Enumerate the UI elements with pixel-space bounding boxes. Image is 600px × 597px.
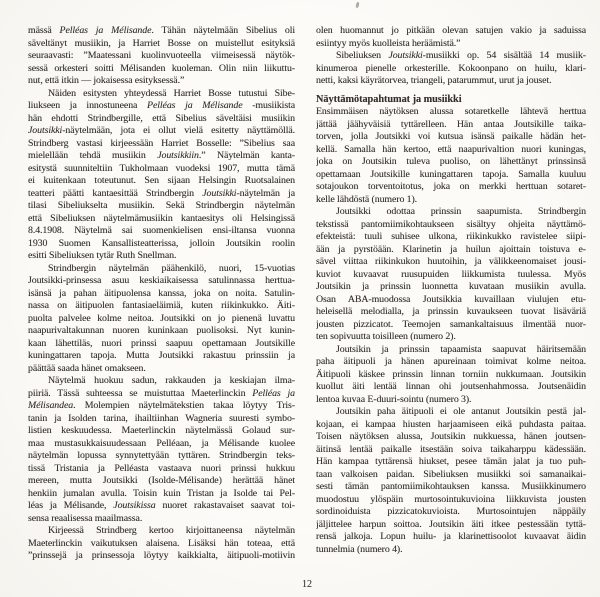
italic-text: Pelléas ja Mélisande [147, 100, 243, 111]
text-line: näytelmän lopussa synnytettyään tyttären. Strindbergin teks- [28, 450, 295, 461]
section-heading: Näyttämötapahtumat ja musiikki [316, 93, 462, 105]
text-line: joka on Joutsikin tuleva puoliso, on lähettänyt prinssinsä [316, 156, 586, 167]
text-line: tissä Tristania ja Pelléasta vastaava nuori prinssi hukkuu [28, 462, 295, 474]
text-line: esitti Sibeliuksen tytär Ruth Snellman. [28, 250, 177, 261]
text-line: sensa reaalisessa maailmassa. [28, 512, 143, 524]
italic-text: Pelléas ja Mélisande [59, 25, 152, 36]
text-line: léas ja Mélisande, Joutsikissa nuoret rakastavaiset saavat toi- [28, 500, 295, 511]
text-line: mereen, mutta Joutsikki (Isolde-Mélisande) herättää hänet [28, 475, 295, 486]
text-line: tilasi Sibeliukselta musiikin. Sekä Strindbergin näytelmän [28, 200, 295, 211]
text-line: Osan ABA-muodossa Joutsikkia kuvaillaan viulujen etu- [316, 293, 586, 305]
text-line: puolta palvelee kolme neitoa. Joutsikki on jo pienenä luvattu [28, 312, 295, 324]
text-line: nassa on äitipuolen fantasiaeläimiä, kuten riikinkukko. Äiti- [28, 300, 295, 311]
text-line: nut, että itkin — jokaisessa esityksessä.” [28, 75, 185, 86]
text-line: kuollut äiti lentää linnan ohi joutsenhahmossa. Joutsenäidin [316, 381, 586, 392]
text-line: olen huomannut jo pitkään olevan satujen vakio ja saduissa [316, 25, 586, 36]
italic-text: Joutsikki [202, 187, 237, 199]
text-line: että Sibeliuksen näytelmämusiikin kantaesitys oli Helsingissä [28, 212, 295, 224]
text-line: maa mustasukkaisuudessaan Pelléaan, ja Mélisande kuolee [28, 437, 295, 449]
text-line: sessä orkesteri soitti Mélisanden kuoleman. Olin niin liikuttu- [28, 62, 295, 74]
text-line: Hän kampaa tyttärensä hiukset, pesee tämän jalat ja tuo puh- [316, 456, 586, 467]
text-line: torven, jolla Joutsikki voi kutsua isänsä paikalle hädän het- [316, 131, 586, 142]
text-line: lentoa kuvaa E-duuri-sointu (numero 3). [316, 393, 472, 405]
text-line: sävel viittaa riikinkukon huutoihin, ja välikkeenomaiset jousi- [316, 256, 586, 267]
text-line: taan valkoisen paidan. Sibeliuksen musiikki soi samanaikai- [316, 468, 586, 480]
text-line: esiintyy myös kuolleista heräämistä.” [316, 37, 461, 49]
text-line: Joutsikki-prinsessa asuu keskiaikaisessa satulinnassa herttua- [28, 275, 295, 286]
text-line: Näiden esitysten yhteydessä Harriet Bosse tutustui Sibe- [48, 87, 295, 99]
text-line: Joutsikin ja prinssin luonnetta kuvataan musiikin avulla. [316, 281, 586, 292]
text-line: kellä. Samalla hän kertoo, että naapurivaltion nuori kuningas, [316, 143, 586, 155]
text-line: säveltänyt musiikin, ja Harriet Bosse on muistellut esityksiä [28, 37, 295, 49]
text-line: Maeterlinckin vaikutuksen alaisena. Lisäksi hän toteaa, että [28, 537, 295, 549]
text-line: Näytelmä huokuu sadun, rakkauden ja keskiajan ilma- [48, 375, 295, 386]
text-line: Joutsikki odottaa prinssin saapumista. Strindbergin [336, 206, 586, 217]
text-line: sotajoukon torventoitotus, joka on merkki herttuan sotaret- [316, 181, 586, 192]
text-line: netti, kaksi käyrätorvea, triangeli, patarummut, urut ja jouset. [316, 75, 552, 86]
italic-text: Joutsikki [28, 125, 63, 136]
text-line: sordinoiduista pizzicatokuvioista. Murtosointujen näppäily [316, 506, 586, 517]
column-left [28, 25, 295, 563]
text-line: Joutsikki-näytelmään, jota ei ollut vielä esitetty näyttämöllä. [28, 125, 295, 136]
italic-text: Pelléas ja [252, 387, 295, 399]
text-line: henkiin jumalan avulla. Toisin kuin Tristan ja Isolde tai Pel- [28, 487, 295, 499]
text-line: isänsä ja pahan äitipuolensa kanssa, joka on noita. Satulin- [28, 287, 295, 299]
scan-artifact [355, 2, 359, 9]
text-line: sesti tämän pantomiimikohtauksen kanssa. Musiikkinumero [316, 481, 586, 492]
text-line: kaan lähettiläs, nuori prinssi saapuu opettamaan Joutsikille [28, 337, 295, 349]
text-line: piiriä. Tässä suhteessa se muistuttaa Maeterlinckin Pelléas ja [28, 387, 295, 399]
text-line: ten sopivuutta toisilleen (numero 2). [316, 331, 456, 342]
text-line: kelle lähdöstä (numero 1). [316, 193, 418, 205]
text-line: Kirjeessä Strindberg kertoo kirjoittaneensa näytelmän [48, 525, 295, 536]
text-line: jättää jäähyväisiä tyttärelleen. Hän antaa Joutsikille taika- [316, 118, 586, 130]
text-line: hän ehdotti Strindbergille, että Sibelius säveltäisi musiikin [28, 112, 295, 124]
text-line: liukseen ja innostuneena Pelléas ja Mélisande -musiikista [28, 100, 295, 111]
page-number: 12 [302, 579, 312, 590]
text-line: listien keskuudessa. Maeterlinckin näytelmässä Golaud sur- [28, 425, 295, 436]
column-right [316, 25, 586, 556]
text-line: Joutsikin paha äitipuoli ei ole antanut Joutsikin pestä jal- [336, 406, 586, 417]
text-line: mielellään tehdä musiikin Joutsikkiin.” Näytelmän kanta- [28, 150, 295, 161]
text-line: jousten pizzicatot. Teemojen samankaltaisuus ilmentää nuor- [316, 318, 586, 330]
text-line: tunnelmia (numero 4). [316, 543, 403, 555]
text-line: seuraavasti: ”Maatessani kuolinvuoteella viimeisessä näytök- [28, 50, 295, 61]
text-line: kinumeroa pienelle orkesterille. Kokoonpano on huilu, klari- [316, 62, 586, 74]
italic-text: Joutsikki [388, 50, 423, 61]
text-line: esitystä suunniteltiin Tukholmaan vuodeksi 1907, mutta tämä [28, 162, 295, 174]
text-line: päättää saada hänet omakseen. [28, 362, 146, 374]
text-line: tekstissä pantomiimikohtaukseen sisältyy ohjeita näyttämö- [316, 218, 586, 230]
italic-text: Joutsikissa [113, 500, 156, 511]
text-line: rensä jalkoja. Lopun huilu- ja klarinettisoolot kuvaavat äidin [316, 531, 586, 542]
text-line: naapurivaltakunnan nuoren kuninkaan puolisoksi. Nyt kunin- [28, 325, 295, 336]
text-line: kojaan, ei kampaa hiusten harjaamiseen eikä puhdasta paitaa. [316, 418, 586, 430]
text-line: Mélisandea. Molempien näytelmätekstien takaa löytyy Tris- [28, 400, 295, 411]
text-line: efekteistä: tuuli suhisee ulkona, riikinkukko ravistelee siipi- [316, 231, 586, 242]
text-line: ei kuitenkaan toteutunut. Sen sijaan Helsingin Ruotsalainen [28, 175, 295, 186]
text-line: Äitipuoli käskee prinssin linnan torniin nukkumaan. Joutsikin [316, 368, 586, 380]
text-line: ään ja pyrstöään. Klarinetin ja huilun ajoittain toistuva e- [316, 243, 586, 255]
text-line: kuviot kuvaavat ruusupuiden liikkumista tuulessa. Myös [316, 268, 586, 280]
text-line: Strindberg vastasi kirjeessään Harriet Bosselle: ”Sibelius saa [28, 137, 295, 149]
text-line: ”prinssejä ja prinsessoja löytyy kaikkialta, äitipuoli-motiivin [28, 550, 295, 561]
text-line: opettamaan Joutsikille kuningattaren tapoja. Samalla kuuluu [316, 168, 586, 180]
text-line: Sibeliuksen Joutsikki-musiikki op. 54 sisältää 14 musiik- [336, 50, 586, 61]
text-line: heleisellä melodialla, ja prinssin kuvaukseen tuovat lisäväriä [316, 306, 586, 317]
text-line: kuningattaren tapoja. Mutta Joutsikki rakastuu prinssiin ja [28, 350, 295, 361]
text-line: äitinsä lentää paikalle itsestään soiva taikaharppu kädessään. [316, 443, 586, 455]
text-line: paha äitipuoli ja hänen apureinaan toimivat kolme neitoa. [316, 356, 586, 367]
text-line: Strindbergin näytelmän päähenkilö, nuori, 15-vuotias [48, 262, 295, 274]
italic-text: Joutsikkiin [157, 150, 199, 161]
text-line: jäljittelee harpun soittoa. Joutsikin äiti itkee pestessään tyttä- [316, 518, 586, 530]
text-line: Ensimmäisen näytöksen alussa sotaretkelle lähtevä herttua [316, 106, 586, 117]
text-line: mässä Pelléas ja Mélisande. Tähän näytelmään Sibelius oli [28, 25, 295, 36]
text-line: 8.4.1908. Näytelmä sai suomenkielisen ensi-iltansa vuonna [28, 225, 295, 236]
italic-text: Mélisandea [28, 400, 74, 411]
text-line: teatteri päätti kantaesittää Strindbergin Joutsikki-näytelmän ja [28, 187, 295, 199]
text-line: muodostuu ylöspäin murtosointukuvioina liikkuvista jousten [316, 493, 586, 505]
text-line: tanin ja Isolden tarina, ihailtiinhan Wagneria suuresti symbo- [28, 412, 295, 424]
text-line: Joutsikin ja prinssin tapaamista saapuvat häiritsemään [336, 343, 586, 355]
text-line: 1930 Suomen Kansallisteatterissa, jolloin Joutsikin roolin [28, 237, 295, 249]
text-line: Toisen näytöksen alussa, Joutsikin nukkuessa, hänen joutsen- [316, 431, 586, 442]
